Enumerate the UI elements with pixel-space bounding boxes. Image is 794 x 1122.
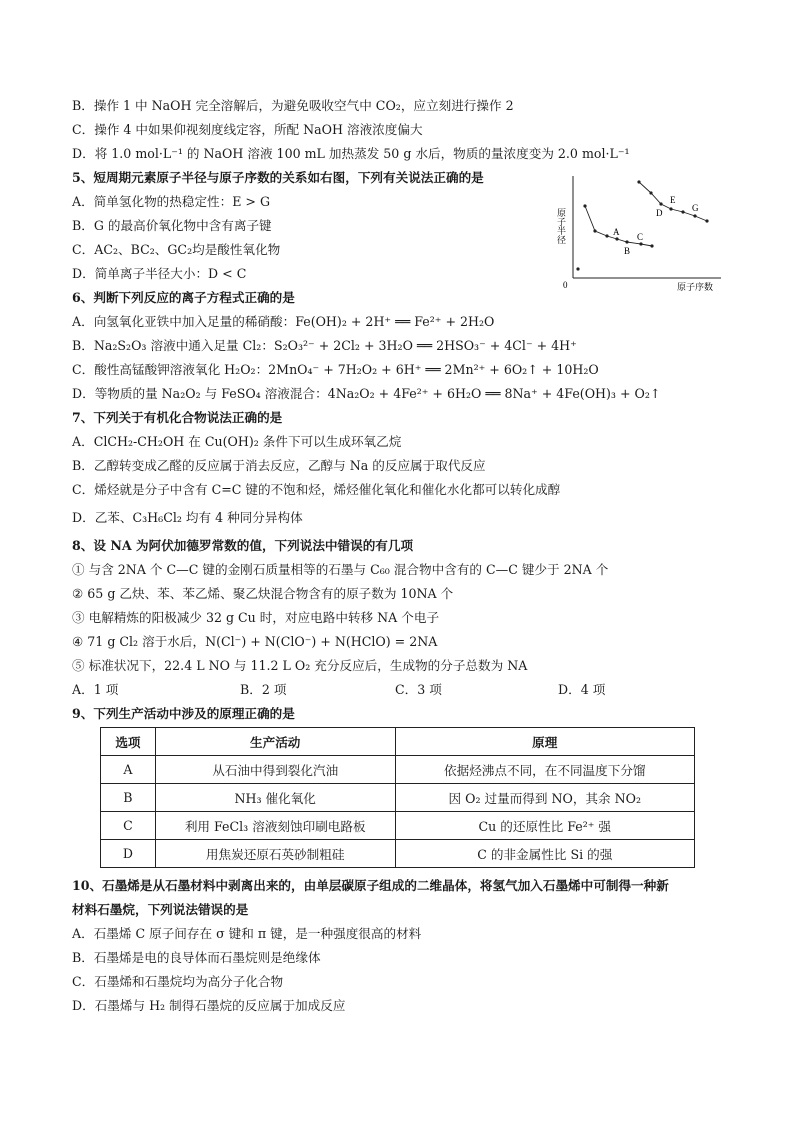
q7-stem: 7、下列关于有机化合物说法正确的是 [72, 410, 283, 425]
q4-option-c: C．操作 4 中如果仰视刻度线定容，所配 NaOH 溶液浓度偏大 [72, 122, 423, 137]
q6-option-c: C．酸性高锰酸钾溶液氧化 H₂O₂：2MnO₄⁻ + 7H₂O₂ + 6H⁺ ══ 2Mn²⁺ + 6O₂↑ + 10H₂O [72, 362, 599, 377]
table-header-row [101, 728, 695, 756]
q8-option-a: A．1 项 [72, 682, 119, 697]
point-2 [583, 204, 586, 207]
table-row [101, 756, 695, 784]
row-activity: 从石油中得到裂化汽油 [155, 756, 395, 784]
point-11 [681, 210, 684, 213]
q10-option-c: C．石墨烯和石墨烷均为高分子化合物 [72, 974, 284, 989]
y-axis-label: 原子半径 [556, 208, 566, 244]
q8-item-5: ⑤ 标准状况下，22.4 L NO 与 11.2 L O₂ 充分反应后，生成物的分子总数为 NA [72, 658, 528, 673]
point-a [615, 237, 618, 240]
row-principle: 依据烃沸点不同，在不同温度下分馏 [395, 756, 694, 784]
row-option: A [101, 756, 156, 784]
q5-option-a: A．简单氢化物的热稳定性：E > G [72, 194, 271, 209]
q10-option-b: B．石墨烯是电的良导体而石墨烷则是绝缘体 [72, 950, 321, 965]
origin-label: 0 [563, 280, 568, 290]
q8-option-c: C．3 项 [395, 682, 442, 697]
q8-item-3: ③ 电解精炼的阳极减少 32 g Cu 时，对应电路中转移 NA 个电子 [72, 610, 440, 625]
x-axis-label: 原子序数 [677, 282, 714, 292]
q5-radius-figure [555, 172, 725, 294]
point-3 [593, 229, 596, 232]
label-c: C [637, 232, 644, 242]
q7-option-c: C．烯烃就是分子中含有 C=C 键的不饱和烃，烯烃催化氧化和催化水化都可以转化成醇 [72, 482, 561, 497]
row-principle: C 的非金属性比 Si 的强 [395, 840, 694, 868]
point-4 [605, 234, 608, 237]
q8-option-b: B．2 项 [240, 682, 287, 697]
header-principle: 原理 [395, 728, 694, 756]
q9-stem: 9、下列生产活动中涉及的原理正确的是 [72, 706, 295, 721]
row-option: C [101, 812, 156, 840]
q8-stem: 8、设 NA 为阿伏加德罗常数的值，下列说法中错误的有几项 [72, 538, 414, 553]
point-g [693, 214, 696, 217]
q6-option-b: B．Na₂S₂O₃ 溶液中通入足量 Cl₂：S₂O₃²⁻ + 2Cl₂ + 3H₂O ══ 2HSO₃⁻ + 4Cl⁻ + 4H⁺ [72, 338, 577, 353]
label-g: G [692, 203, 699, 213]
q5-option-c: C．AC₂、BC₂、GC₂均是酸性氧化物 [72, 242, 281, 257]
label-b: B [624, 246, 631, 256]
row-principle: Cu 的还原性比 Fe²⁺ 强 [395, 812, 694, 840]
row-option: D [101, 840, 156, 868]
header-activity: 生产活动 [155, 728, 395, 756]
point-9 [649, 191, 652, 194]
row-activity: 利用 FeCl₃ 溶液刻蚀印刷电路板 [155, 812, 395, 840]
label-e: E [670, 195, 676, 205]
q7-option-b: B．乙醇转变成乙醛的反应属于消去反应，乙醇与 Na 的反应属于取代反应 [72, 458, 486, 473]
q5-option-b: B．G 的最高价氧化物中含有离子键 [72, 218, 272, 233]
q5-stem: 5、短周期元素原子半径与原子序数的关系如右图，下列有关说法正确的是 [72, 170, 484, 185]
label-a: A [613, 227, 620, 237]
header-option: 选项 [101, 728, 156, 756]
q8-option-d: D．4 项 [558, 682, 606, 697]
point-8 [637, 180, 640, 183]
q10-option-a: A．石墨烯 C 原子间存在 σ 键和 π 键，是一种强度很高的材料 [72, 926, 422, 941]
q4-option-d: D．将 1.0 mol·L⁻¹ 的 NaOH 溶液 100 mL 加热蒸发 50 g 水后，物质的量浓度变为 2.0 mol·L⁻¹ [72, 146, 630, 161]
table-row [101, 840, 695, 868]
q7-option-a: A．ClCH₂-CH₂OH 在 Cu(OH)₂ 条件下可以生成环氧乙烷 [72, 434, 402, 449]
point-1 [576, 267, 579, 270]
table-row [101, 812, 695, 840]
q6-stem: 6、判断下列反应的离子方程式正确的是 [72, 290, 295, 305]
table-row [101, 784, 695, 812]
q7-option-d: D．乙苯、C₃H₆Cl₂ 均有 4 种同分异构体 [72, 510, 303, 525]
point-7 [650, 244, 653, 247]
q9-table [100, 727, 695, 868]
q8-item-1: ① 与含 2NA 个 C—C 键的金刚石质量相等的石墨与 C₆₀ 混合物中含有的 C—C 键少于 2NA 个 [72, 562, 609, 577]
q8-item-2: ② 65 g 乙炔、苯、苯乙烯、聚乙炔混合物含有的原子数为 10NA 个 [72, 586, 454, 601]
point-e [669, 207, 672, 210]
q6-option-d: D．等物质的量 Na₂O₂ 与 FeSO₄ 溶液混合：4Na₂O₂ + 4Fe²⁺ + 6H₂O ══ 8Na⁺ + 4Fe(OH)₃ + O₂↑ [72, 386, 661, 401]
q10-option-d: D．石墨烯与 H₂ 制得石墨烷的反应属于加成反应 [72, 998, 346, 1013]
label-d: D [656, 208, 663, 218]
point-d [659, 202, 662, 205]
q10-stem-line2: 材料石墨烷，下列说法错误的是 [72, 902, 249, 917]
row-option: B [101, 784, 156, 812]
point-13 [705, 219, 708, 222]
point-c [639, 242, 642, 245]
q4-option-b: B．操作 1 中 NaOH 完全溶解后，为避免吸收空气中 CO₂，应立刻进行操作 2 [72, 98, 514, 113]
row-activity: 用焦炭还原石英砂制粗硅 [155, 840, 395, 868]
point-b [625, 240, 628, 243]
q5-option-d: D．简单离子半径大小：D < C [72, 266, 247, 281]
q6-option-a: A．向氢氧化亚铁中加入足量的稀硝酸：Fe(OH)₂ + 2H⁺ ══ Fe²⁺ + 2H₂O [72, 314, 495, 329]
row-principle: 因 O₂ 过量而得到 NO，其余 NO₂ [395, 784, 694, 812]
q10-stem-line1: 10、石墨烯是从石墨材料中剥离出来的，由单层碳原子组成的二维晶体，将氢气加入石墨烯中可制得一种新 [72, 878, 669, 893]
row-activity: NH₃ 催化氧化 [155, 784, 395, 812]
q8-item-4: ④ 71 g Cl₂ 溶于水后，N(Cl⁻) + N(ClO⁻) + N(HClO) = 2NA [72, 634, 438, 649]
